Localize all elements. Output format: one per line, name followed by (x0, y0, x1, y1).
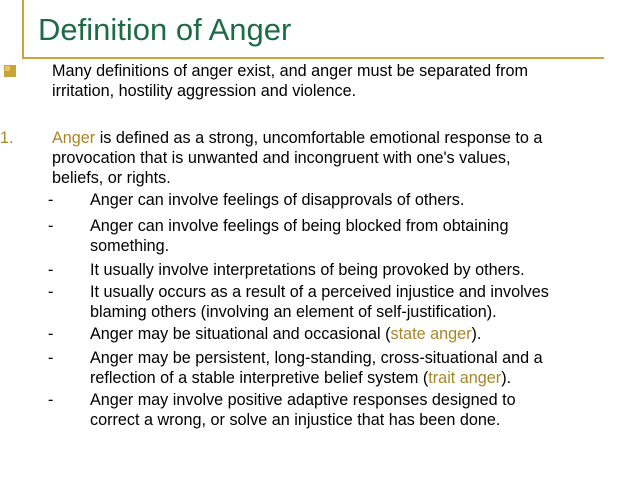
list-number: 1. (0, 129, 14, 147)
sub-item-text (90, 260, 615, 280)
numbered-text (52, 128, 602, 188)
sub-item-line-pre: reflection of a stable interpretive belief system ( (90, 369, 429, 387)
numbered-line: beliefs, or rights. (52, 169, 171, 187)
bullet-line: Many definitions of anger exist, and anger must be separated from (52, 62, 528, 80)
sub-item-line: blaming others (involving an element of self-justification). (90, 303, 497, 321)
dash-marker: - (48, 261, 54, 279)
trait-anger-highlight: trait anger (428, 369, 502, 387)
bullet-line: irritation, hostility aggression and violence. (52, 82, 357, 100)
sub-item-line: Anger may be persistent, long-standing, cross-situational and a (90, 349, 543, 367)
term-highlight: Anger (52, 129, 96, 147)
dash-marker: - (48, 349, 54, 367)
dash-marker: - (48, 217, 54, 235)
title-accent-horizontal-rule (22, 57, 604, 59)
slide-title: Definition of Anger (38, 12, 292, 47)
sub-item-text (90, 282, 615, 322)
sub-item-line: something. (90, 237, 170, 255)
numbered-line (52, 128, 602, 148)
sub-item-line: It usually occurs as a result of a perceived injustice and involves (90, 283, 549, 301)
state-anger-highlight: state anger (390, 325, 472, 343)
numbered-line-rest: is defined as a strong, uncomfortable emotional response to a (95, 129, 543, 147)
sub-item-text (90, 390, 615, 430)
sub-item-line (90, 368, 615, 388)
sub-item-line (90, 324, 615, 344)
sub-item-text (90, 324, 615, 344)
sub-item-line-post: ). (471, 325, 482, 343)
dash-marker: - (48, 325, 54, 343)
sub-item-line: Anger can involve feelings of being blocked from obtaining (90, 217, 509, 235)
sub-item-line-pre: Anger may be situational and occasional ( (90, 325, 391, 343)
square-bullet-icon (4, 65, 16, 77)
sub-item-line: Anger can involve feelings of disapprovals of others. (90, 191, 465, 209)
dash-marker: - (48, 191, 54, 209)
sub-item-text (90, 190, 615, 210)
sub-item-text (90, 348, 615, 388)
sub-item-line: Anger may involve positive adaptive responses designed to (90, 391, 516, 409)
bullet-paragraph (52, 61, 612, 101)
sub-item-text (90, 216, 615, 256)
title-accent-vertical-rule (22, 0, 24, 58)
dash-marker: - (48, 391, 54, 409)
sub-item-line: It usually involve interpretations of being provoked by others. (90, 261, 525, 279)
numbered-line: provocation that is unwanted and incongruent with one's values, (52, 149, 511, 167)
dash-marker: - (48, 283, 54, 301)
sub-item-line: correct a wrong, or solve an injustice that has been done. (90, 411, 501, 429)
sub-item-line-post: ). (501, 369, 512, 387)
